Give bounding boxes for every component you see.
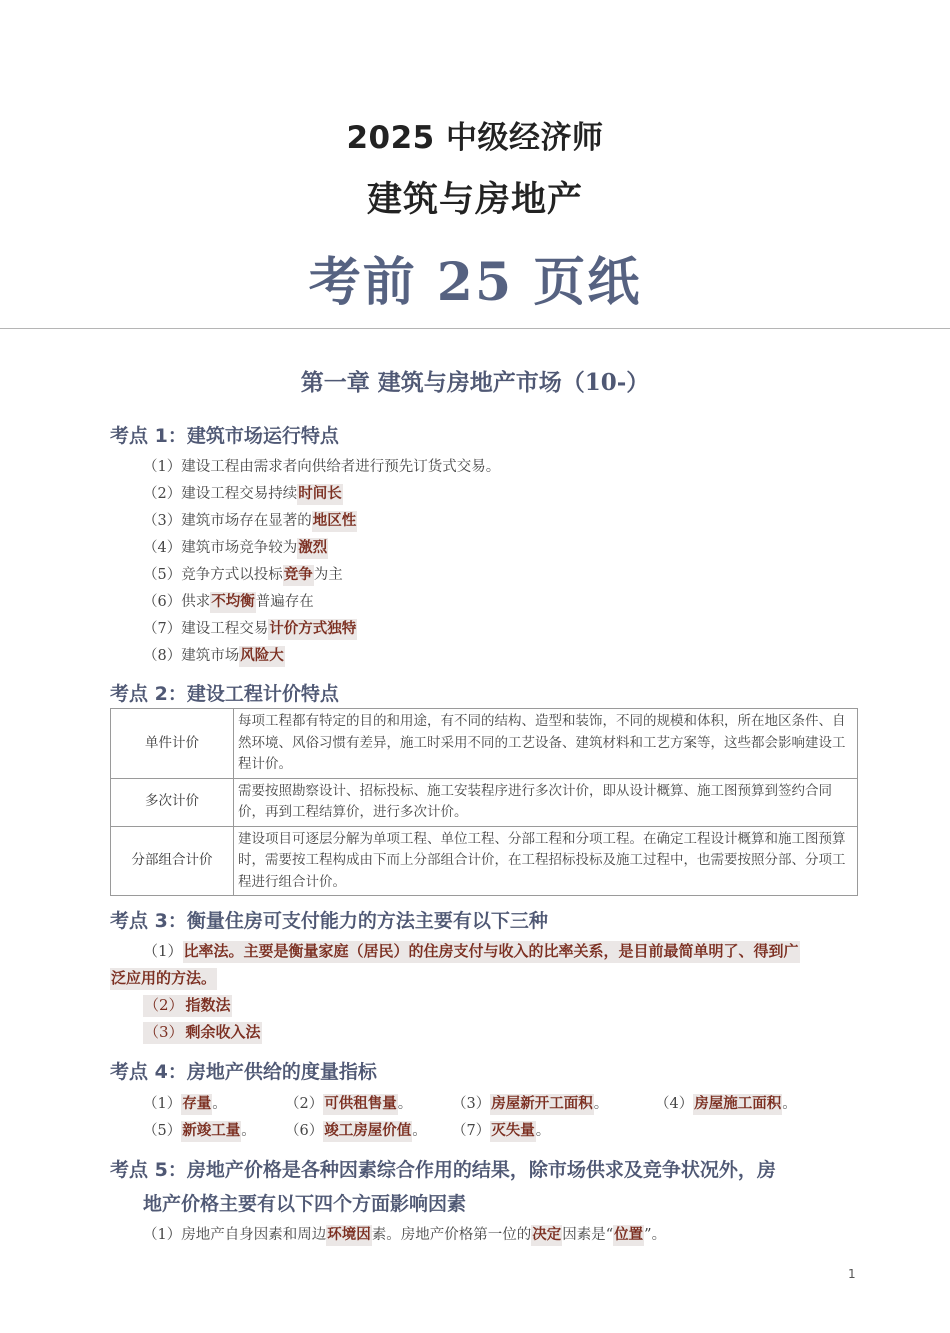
key-term: 房屋施工面积 xyxy=(693,1094,782,1115)
key-term: 比率法。主要是衡量家庭（居民）的住房支付与收入的比率关系，是目前最简单明了、得到广 xyxy=(183,941,800,963)
key-term: 泛应用的方法。 xyxy=(110,968,217,990)
table-row-label: 单件计价 xyxy=(111,709,234,779)
key-term: 竣工房屋价值 xyxy=(323,1121,412,1142)
table-row-text: 建设项目可逐层分解为单项工程、单位工程、分部工程和分项工程。在确定工程设计概算和施工图预算时，需要按工程构成由下而上分部组合计价，在工程招标投标及施工过程中，也需要按照分部、分项工程进行组合计价。 xyxy=(234,826,858,896)
list-item: （1）存量。 xyxy=(143,1092,227,1113)
doc-title-exam: 2025 中级经济师 xyxy=(346,120,604,156)
key-term: 可供租售量 xyxy=(323,1094,398,1115)
section-heading-5-cont: 地产价格主要有以下四个方面影响因素 xyxy=(143,1193,467,1215)
table-row xyxy=(111,709,858,779)
list-item: （5）新竣工量。 xyxy=(143,1119,256,1140)
list-item: （1）建设工程由需求者向供给者进行预先订货式交易。 xyxy=(143,459,501,475)
key-term: 决定 xyxy=(531,1225,562,1246)
doc-title-subject: 建筑与房地产 xyxy=(366,180,583,220)
key-term: 存量 xyxy=(181,1094,212,1115)
list-item: （6）供求不均衡普遍存在 xyxy=(143,590,314,611)
list-item-continuation xyxy=(110,967,217,988)
key-term: 时间长 xyxy=(297,484,343,505)
list-item: （1）房地产自身因素和周边环境因素。房地产价格第一位的决定因素是“位置”。 xyxy=(143,1223,666,1244)
section-heading-4: 考点 4：房地产供给的度量指标 xyxy=(110,1061,377,1083)
key-term: 地区性 xyxy=(312,511,358,532)
key-term: 指数法 xyxy=(185,995,232,1017)
key-term: 剩余收入法 xyxy=(185,1022,262,1044)
pricing-features-table xyxy=(110,708,858,896)
list-item: （3）建筑市场存在显著的地区性 xyxy=(143,509,357,530)
key-term: 竞争 xyxy=(283,565,314,586)
table-row-text: 每项工程都有特定的目的和用途，有不同的结构、造型和装饰，不同的规模和体积，所在地区条件、自然环境、风俗习惯有差异，施工时采用不同的工艺设备、建筑材料和工艺方案等，这些都会影响建设工程计价。 xyxy=(234,709,858,779)
list-item: （6）竣工房屋价值。 xyxy=(285,1119,427,1140)
list-item: （5）竞争方式以投标竞争为主 xyxy=(143,563,343,584)
chapter-title: 第一章 建筑与房地产市场（10-） xyxy=(300,369,650,396)
table-row-text: 需要按照勘察设计、招标投标、施工安装程序进行多次计价，即从设计概算、施工图预算到签约合同价，再到工程结算价，进行多次计价。 xyxy=(234,778,858,826)
list-item: （4）建筑市场竞争较为激烈 xyxy=(143,536,328,557)
list-item: （4）房屋施工面积。 xyxy=(655,1092,797,1113)
list-item: （2）可供租售量。 xyxy=(285,1092,412,1113)
list-item: （3） 剩余收入法 xyxy=(143,1021,262,1042)
key-term: 位置 xyxy=(613,1225,644,1246)
list-item: （3）房屋新开工面积。 xyxy=(452,1092,608,1113)
list-item: （8）建筑市场风险大 xyxy=(143,644,285,665)
key-term: 房屋新开工面积 xyxy=(490,1094,594,1115)
key-term: 灭失量 xyxy=(490,1121,536,1142)
header-divider xyxy=(0,328,950,329)
section-heading-3: 考点 3：衡量住房可支付能力的方法主要有以下三种 xyxy=(110,910,548,932)
section-heading-5: 考点 5：房地产价格是各种因素综合作用的结果，除市场供求及竞争状况外，房 xyxy=(110,1159,776,1181)
list-item: （7）灭失量。 xyxy=(452,1119,550,1140)
table-row xyxy=(111,826,858,896)
table-row-label: 分部组合计价 xyxy=(111,826,234,896)
list-item: （2）建设工程交易持续时间长 xyxy=(143,482,343,503)
key-term: 不均衡 xyxy=(210,592,256,613)
doc-title-main: 考前 25 页纸 xyxy=(308,252,642,313)
table-row-label: 多次计价 xyxy=(111,778,234,826)
list-item: （2） 指数法 xyxy=(143,994,232,1015)
list-item: （7）建设工程交易计价方式独特 xyxy=(143,617,357,638)
key-term: 环境因 xyxy=(326,1225,372,1246)
list-item: （1）比率法。主要是衡量家庭（居民）的住房支付与收入的比率关系，是目前最简单明了、得到广 xyxy=(143,940,800,961)
key-term: 新竣工量 xyxy=(181,1121,241,1142)
section-heading-1: 考点 1：建筑市场运行特点 xyxy=(110,425,339,447)
key-term: 激烈 xyxy=(297,538,328,559)
table-row xyxy=(111,778,858,826)
key-term: 风险大 xyxy=(239,646,285,667)
key-term: 计价方式独特 xyxy=(268,619,357,640)
section-heading-2: 考点 2：建设工程计价特点 xyxy=(110,683,339,705)
page-number: 1 xyxy=(848,1267,856,1281)
